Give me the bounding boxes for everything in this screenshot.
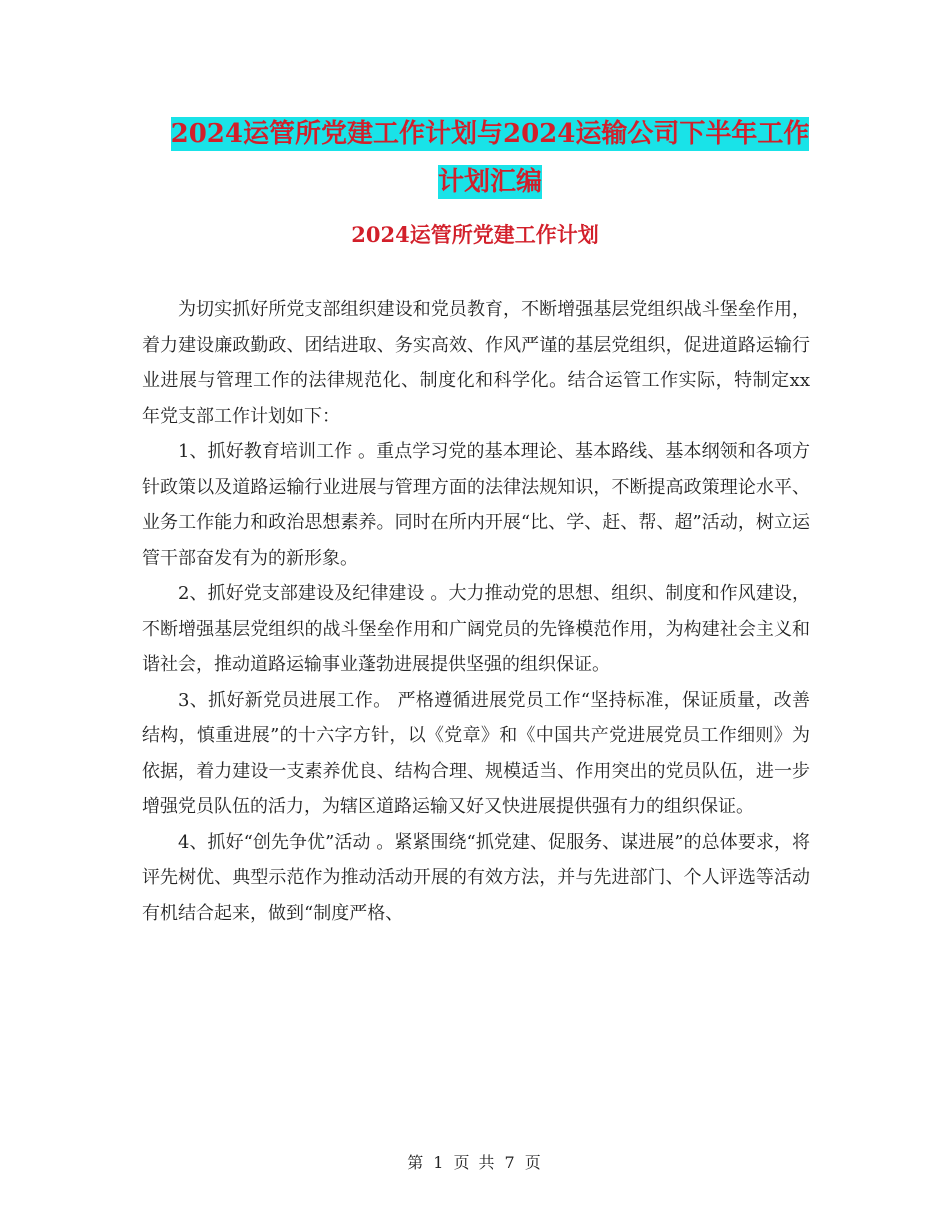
footer-suffix: 页: [524, 1153, 543, 1172]
section-title: 2024运管所党建工作计划: [351, 222, 599, 247]
paragraph-item-1: 1、抓好教育培训工作 。重点学习党的基本理论、基本路线、基本纲领和各项方针政策以及道路运输行业进展与管理方面的法律法规知识，不断提高政策理论水平、业务工作能力和政治思想素养。同时在所内开展“比、学、赶、帮、超”活动，树立运管干部奋发有为的新形象。: [142, 441, 810, 569]
document-title: [140, 110, 840, 206]
paragraph-item-3: 3、抓好新党员进展工作。 严格遵循进展党员工作“坚持标准，保证质量，改善结构，慎重进展”的十六字方针，以《党章》和《中国共产党进展党员工作细则》为依据，着力建设一支素养优良、结构合理、规模适当、作用突出的党员队伍，进一步增强党员队伍的活力，为辖区道路运输又好又快进展提供强有力的组织保证。: [142, 689, 810, 817]
title-line-1: 2024运管所党建工作计划与2024运输公司下半年工作: [170, 119, 810, 149]
title-line-2: 计划汇编: [437, 167, 542, 197]
paragraph-item-2: 2、抓好党支部建设及纪律建设 。大力推动党的思想、组织、制度和作风建设，不断增强基层党组织的战斗堡垒作用和广阔党员的先锋模范作用，为构建社会主义和谐社会，推动道路运输事业蓬勃进展提供坚强的组织保证。: [142, 583, 810, 675]
footer-middle: 页 共: [453, 1153, 497, 1172]
footer-page-number: 1: [433, 1153, 446, 1172]
document-body: [142, 292, 810, 931]
paragraph-item-4: 4、抓好“创先争优”活动 。紧紧围绕“抓党建、促服务、谋进展”的总体要求，将评先树优、典型示范作为推动活动开展的有效方法，并与先进部门、个人评选等活动有机结合起来，做到“制度严格、: [142, 831, 810, 924]
footer-prefix: 第: [407, 1153, 426, 1172]
footer-total-pages: 7: [504, 1153, 517, 1172]
paragraph-intro: 为切实抓好所党支部组织建设和党员教育，不断增强基层党组织战斗堡垒作用，着力建设廉政勤政、团结进取、务实高效、作风严谨的基层党组织，促进道路运输行业进展与管理工作的法律规范化、制度化和科学化。结合运管工作实际，特制定xx年党支部工作计划如下：: [142, 299, 810, 427]
page-footer: [0, 1150, 950, 1173]
